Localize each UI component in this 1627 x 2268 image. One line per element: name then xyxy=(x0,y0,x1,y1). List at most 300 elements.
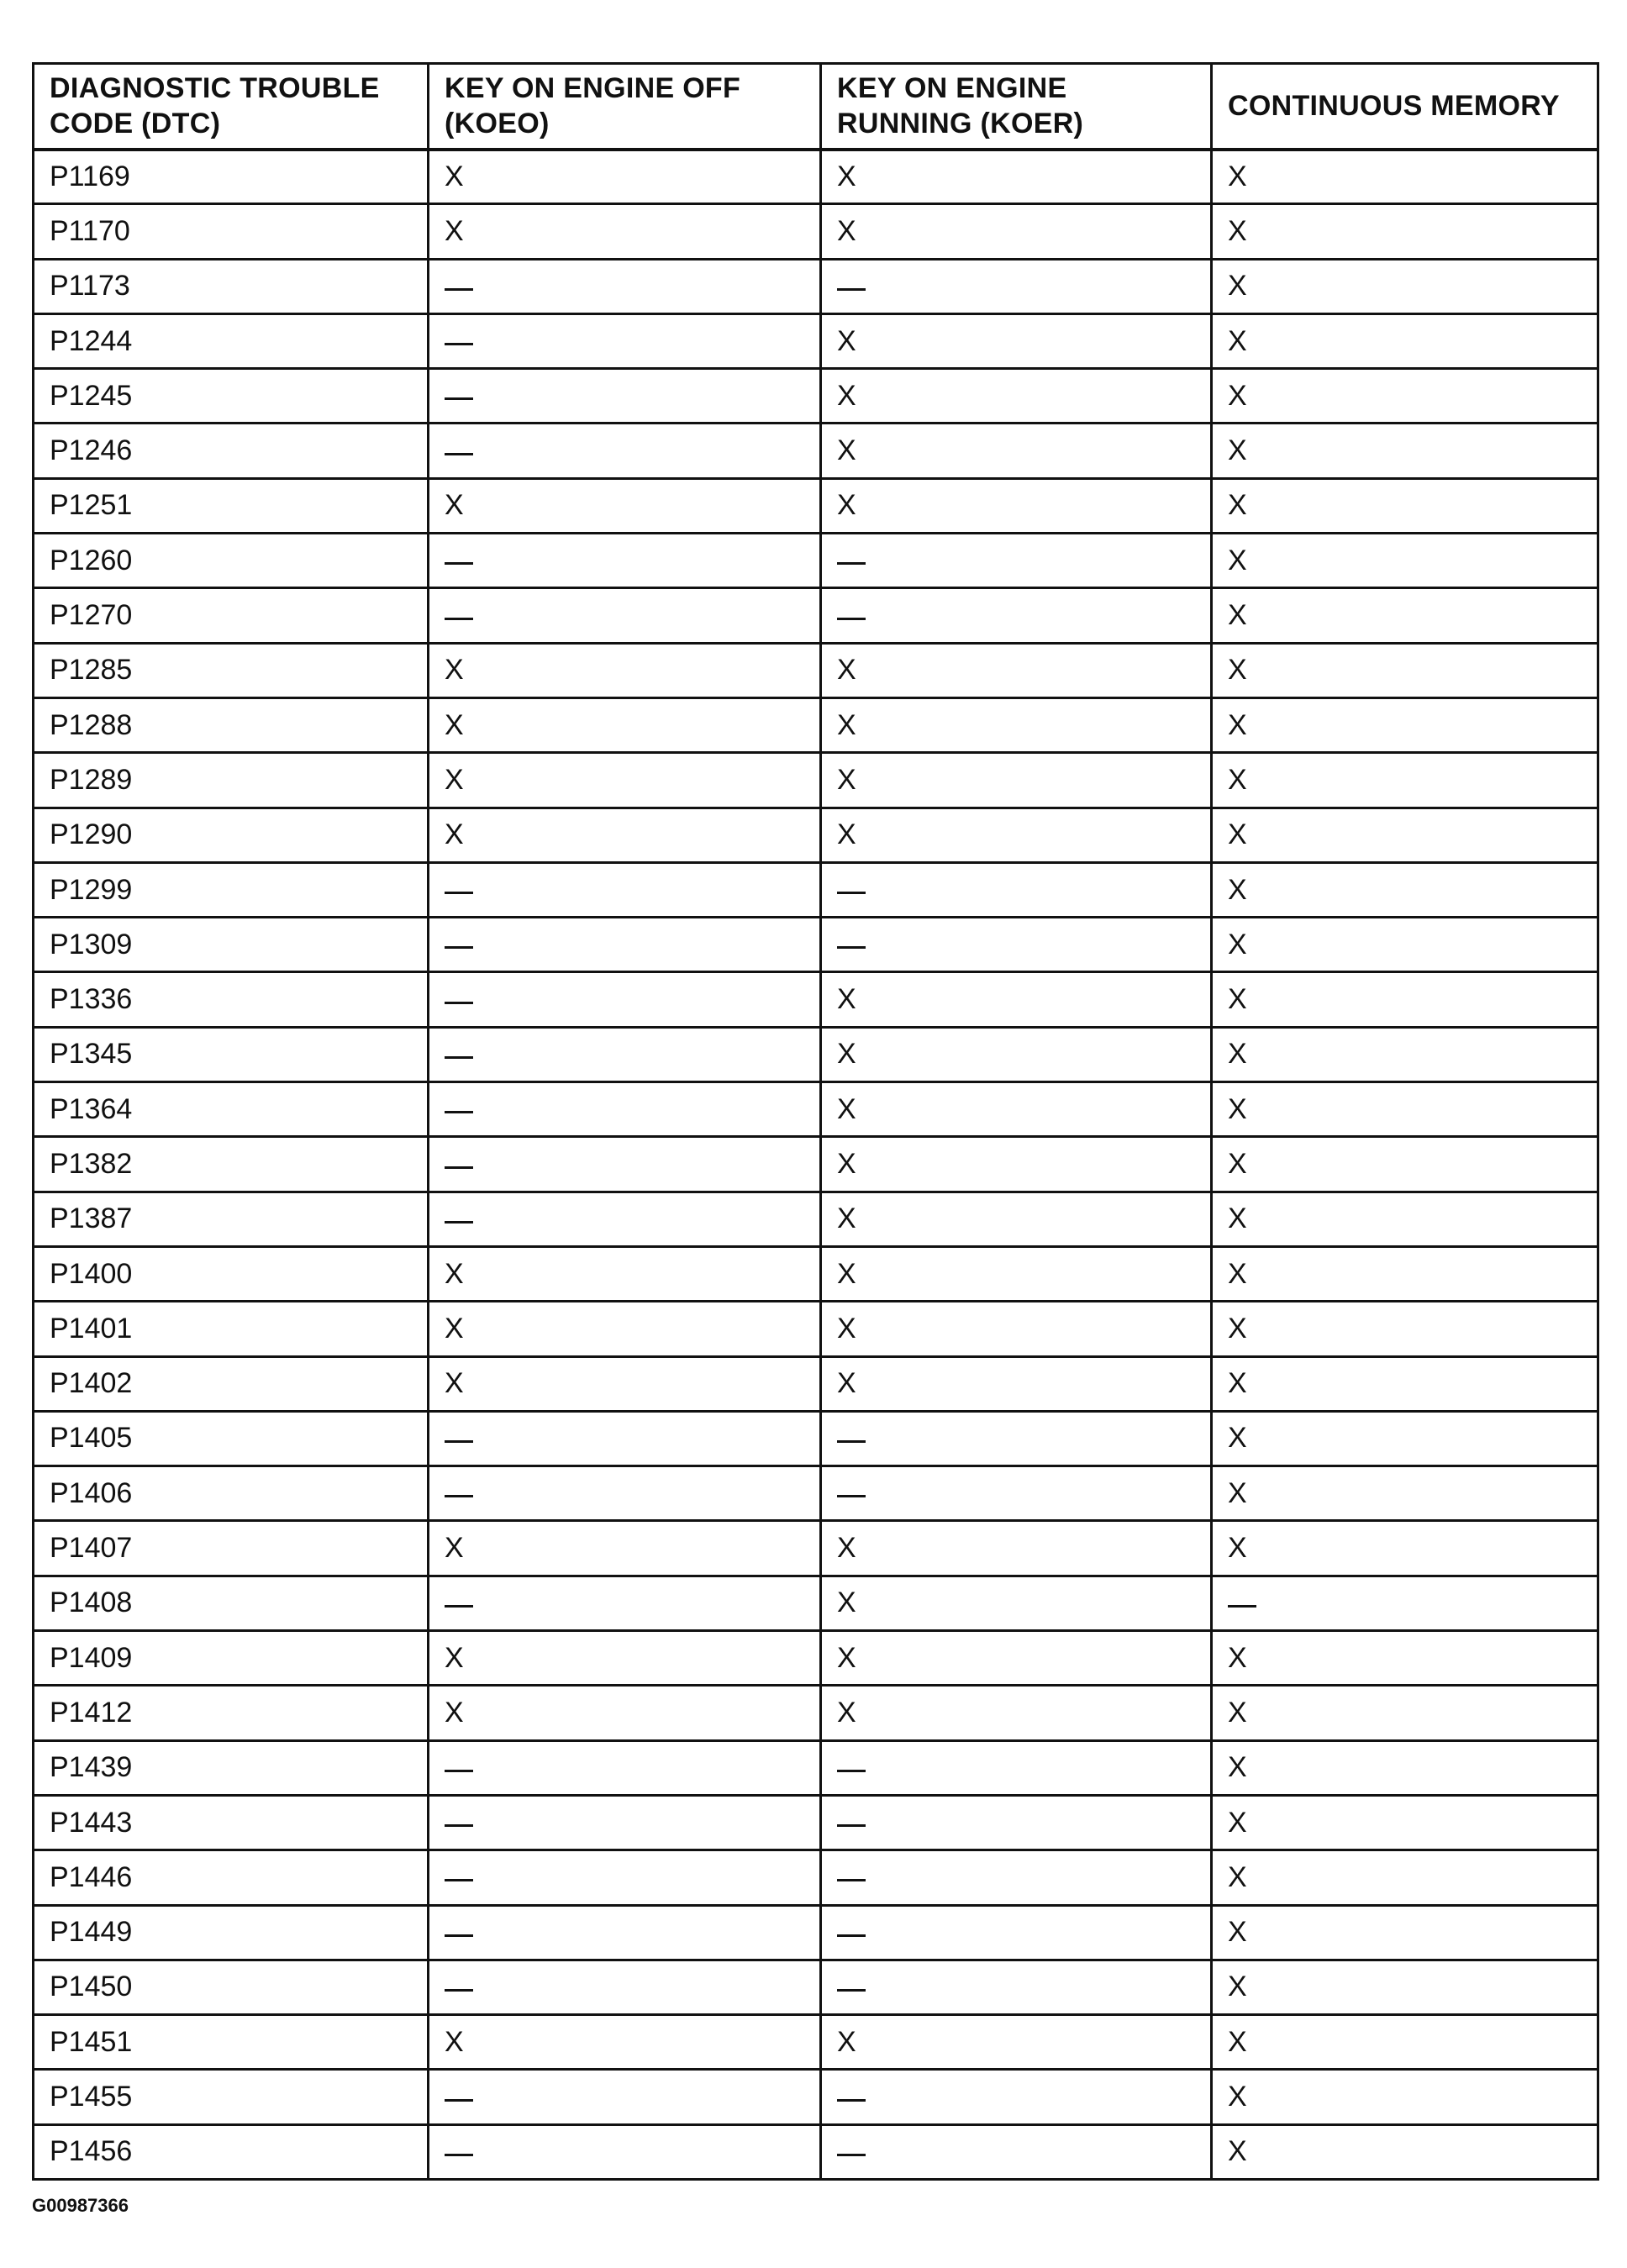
cell-memory xyxy=(1212,1521,1598,1576)
dash-mark xyxy=(837,892,866,894)
x-mark: X xyxy=(837,983,856,1016)
dtc-code: P1456 xyxy=(50,2135,133,2168)
cell-koer xyxy=(821,1686,1212,1740)
cell-koer xyxy=(821,972,1212,1027)
cell-koeo xyxy=(429,2070,821,2124)
dash-mark xyxy=(445,1221,473,1223)
x-mark: X xyxy=(1228,1038,1247,1071)
x-mark: X xyxy=(837,1038,856,1071)
x-mark: X xyxy=(445,1696,464,1729)
x-mark: X xyxy=(1228,2135,1247,2168)
dash-mark xyxy=(837,2154,866,2156)
dash-mark xyxy=(445,1056,473,1059)
dtc-code: P1364 xyxy=(50,1092,133,1125)
cell-koeo xyxy=(429,1795,821,1850)
cell-memory xyxy=(1212,1192,1598,1246)
cell-koeo xyxy=(429,2124,821,2179)
table-row xyxy=(34,1302,1598,1356)
table-row xyxy=(34,1850,1598,1905)
cell-code xyxy=(34,1740,429,1795)
table-row xyxy=(34,534,1598,588)
dash-mark xyxy=(837,1440,866,1443)
cell-koer xyxy=(821,2070,1212,2124)
x-mark: X xyxy=(445,489,464,522)
cell-koeo xyxy=(429,862,821,917)
x-mark: X xyxy=(837,489,856,522)
cell-memory xyxy=(1212,1795,1598,1850)
table-row xyxy=(34,697,1598,752)
cell-koer xyxy=(821,1960,1212,2014)
cell-memory xyxy=(1212,2124,1598,2179)
cell-memory xyxy=(1212,1137,1598,1192)
dash-mark xyxy=(445,1934,473,1937)
dtc-code: P1173 xyxy=(50,270,130,303)
dash-mark xyxy=(445,618,473,620)
x-mark: X xyxy=(1228,599,1247,632)
x-mark: X xyxy=(1228,214,1247,247)
cell-code xyxy=(34,808,429,862)
cell-memory xyxy=(1212,424,1598,478)
x-mark: X xyxy=(445,1532,464,1565)
cell-koer xyxy=(821,862,1212,917)
dtc-code: P1407 xyxy=(50,1532,133,1565)
cell-code xyxy=(34,534,429,588)
cell-code xyxy=(34,2124,429,2179)
cell-code xyxy=(34,1192,429,1246)
cell-code xyxy=(34,972,429,1027)
table-row xyxy=(34,918,1598,972)
cell-koer xyxy=(821,259,1212,313)
dash-mark xyxy=(445,562,473,565)
table-row xyxy=(34,1686,1598,1740)
x-mark: X xyxy=(1228,1367,1247,1400)
x-mark: X xyxy=(837,1092,856,1125)
cell-memory xyxy=(1212,1411,1598,1466)
cell-memory xyxy=(1212,259,1598,313)
dash-mark xyxy=(837,288,866,291)
cell-memory xyxy=(1212,1850,1598,1905)
dash-mark xyxy=(837,946,866,949)
cell-code xyxy=(34,1246,429,1301)
table-row xyxy=(34,478,1598,533)
cell-koeo xyxy=(429,1246,821,1301)
cell-koer xyxy=(821,1850,1212,1905)
cell-koer xyxy=(821,150,1212,204)
cell-koeo xyxy=(429,808,821,862)
cell-memory xyxy=(1212,1960,1598,2014)
cell-koeo xyxy=(429,1576,821,1630)
x-mark: X xyxy=(837,214,856,247)
cell-code xyxy=(34,918,429,972)
x-mark: X xyxy=(1228,1860,1247,1893)
x-mark: X xyxy=(837,1312,856,1344)
cell-code xyxy=(34,643,429,697)
cell-koeo xyxy=(429,313,821,368)
cell-memory xyxy=(1212,808,1598,862)
cell-koer xyxy=(821,424,1212,478)
table-row xyxy=(34,150,1598,204)
cell-koer xyxy=(821,313,1212,368)
dtc-code: P1336 xyxy=(50,983,133,1016)
dtc-code: P1409 xyxy=(50,1641,133,1674)
cell-code xyxy=(34,369,429,424)
cell-code xyxy=(34,1905,429,1960)
table-row xyxy=(34,2015,1598,2070)
header-dtc-line-1: DIAGNOSTIC TROUBLE xyxy=(50,72,380,105)
cell-memory xyxy=(1212,1246,1598,1301)
cell-code xyxy=(34,204,429,259)
cell-koer xyxy=(821,1466,1212,1521)
x-mark: X xyxy=(1228,983,1247,1016)
dash-mark xyxy=(837,1989,866,1992)
x-mark: X xyxy=(1228,818,1247,851)
x-mark: X xyxy=(1228,928,1247,960)
dash-mark xyxy=(837,2099,866,2102)
dtc-code: P1244 xyxy=(50,324,133,357)
table-row xyxy=(34,1631,1598,1686)
dtc-code: P1446 xyxy=(50,1860,133,1893)
cell-code xyxy=(34,753,429,808)
dtc-code: P1402 xyxy=(50,1367,133,1400)
x-mark: X xyxy=(1228,1312,1247,1344)
cell-code xyxy=(34,1576,429,1630)
dtc-code: P1285 xyxy=(50,654,133,687)
cell-koer xyxy=(821,369,1212,424)
cell-code xyxy=(34,1356,429,1411)
cell-koer xyxy=(821,1246,1212,1301)
x-mark: X xyxy=(445,1312,464,1344)
table-row xyxy=(34,1960,1598,2014)
x-mark: X xyxy=(445,1367,464,1400)
cell-code xyxy=(34,1302,429,1356)
dtc-code: P1345 xyxy=(50,1038,133,1071)
cell-koer xyxy=(821,478,1212,533)
table-row xyxy=(34,2070,1598,2124)
cell-koeo xyxy=(429,478,821,533)
x-mark: X xyxy=(1228,489,1247,522)
header-koer xyxy=(821,64,1212,150)
dash-mark xyxy=(445,1824,473,1827)
cell-koeo xyxy=(429,369,821,424)
dtc-code: P1309 xyxy=(50,928,133,960)
cell-code xyxy=(34,1027,429,1081)
table-row xyxy=(34,369,1598,424)
cell-memory xyxy=(1212,2015,1598,2070)
cell-koer xyxy=(821,2015,1212,2070)
x-mark: X xyxy=(1228,1641,1247,1674)
cell-koeo xyxy=(429,1137,821,1192)
cell-code xyxy=(34,478,429,533)
x-mark: X xyxy=(445,708,464,741)
table-row xyxy=(34,1027,1598,1081)
x-mark: X xyxy=(1228,1751,1247,1784)
cell-koeo xyxy=(429,918,821,972)
cell-memory xyxy=(1212,478,1598,533)
table-body xyxy=(34,150,1598,2180)
table-row xyxy=(34,1905,1598,1960)
figure-id: G00987366 xyxy=(32,2195,129,2216)
cell-memory xyxy=(1212,150,1598,204)
cell-koeo xyxy=(429,697,821,752)
x-mark: X xyxy=(445,763,464,796)
cell-koeo xyxy=(429,1631,821,1686)
x-mark: X xyxy=(1228,160,1247,192)
dash-mark xyxy=(837,1879,866,1881)
x-mark: X xyxy=(837,324,856,357)
cell-code xyxy=(34,1411,429,1466)
cell-koer xyxy=(821,1795,1212,1850)
dash-mark xyxy=(837,562,866,565)
dash-mark xyxy=(445,1879,473,1881)
cell-memory xyxy=(1212,313,1598,368)
dtc-code: P1251 xyxy=(50,489,133,522)
dash-mark xyxy=(1228,1605,1256,1608)
dtc-code: P1455 xyxy=(50,2081,133,2113)
table-row xyxy=(34,1356,1598,1411)
cell-koeo xyxy=(429,1302,821,1356)
cell-memory xyxy=(1212,972,1598,1027)
dash-mark xyxy=(445,2099,473,2102)
x-mark: X xyxy=(837,708,856,741)
table-row xyxy=(34,1246,1598,1301)
dash-mark xyxy=(445,288,473,291)
table-row xyxy=(34,1411,1598,1466)
x-mark: X xyxy=(1228,270,1247,303)
dtc-code: P1408 xyxy=(50,1587,133,1619)
dtc-code: P1289 xyxy=(50,763,133,796)
x-mark: X xyxy=(837,1532,856,1565)
dash-mark xyxy=(445,1440,473,1443)
dtc-code: P1405 xyxy=(50,1422,133,1455)
cell-koer xyxy=(821,204,1212,259)
x-mark: X xyxy=(445,818,464,851)
cell-koeo xyxy=(429,588,821,643)
cell-koeo xyxy=(429,150,821,204)
x-mark: X xyxy=(445,654,464,687)
dtc-code: P1443 xyxy=(50,1806,133,1839)
cell-koeo xyxy=(429,1466,821,1521)
cell-memory xyxy=(1212,204,1598,259)
cell-koer xyxy=(821,1740,1212,1795)
table-row xyxy=(34,424,1598,478)
cell-code xyxy=(34,1795,429,1850)
cell-koeo xyxy=(429,1356,821,1411)
header-dtc-line-2: CODE (DTC) xyxy=(50,108,221,140)
x-mark: X xyxy=(445,1257,464,1290)
dash-mark xyxy=(837,1934,866,1937)
dtc-code: P1400 xyxy=(50,1257,133,1290)
cell-koer xyxy=(821,1082,1212,1137)
dtc-code: P1439 xyxy=(50,1751,133,1784)
header-koer-line-1: KEY ON ENGINE xyxy=(837,72,1067,105)
header-dtc xyxy=(34,64,429,150)
cell-memory xyxy=(1212,588,1598,643)
cell-koeo xyxy=(429,1027,821,1081)
dtc-code: P1246 xyxy=(50,434,133,467)
cell-koeo xyxy=(429,259,821,313)
cell-code xyxy=(34,1082,429,1137)
x-mark: X xyxy=(837,1202,856,1235)
cell-memory xyxy=(1212,1631,1598,1686)
table-row xyxy=(34,1192,1598,1246)
x-mark: X xyxy=(1228,1806,1247,1839)
table-row xyxy=(34,862,1598,917)
x-mark: X xyxy=(837,654,856,687)
cell-code xyxy=(34,1137,429,1192)
cell-koer xyxy=(821,1027,1212,1081)
x-mark: X xyxy=(445,160,464,192)
cell-koeo xyxy=(429,1905,821,1960)
table-row xyxy=(34,588,1598,643)
x-mark: X xyxy=(837,818,856,851)
dash-mark xyxy=(445,892,473,894)
x-mark: X xyxy=(1228,1202,1247,1235)
cell-koeo xyxy=(429,1686,821,1740)
cell-koeo xyxy=(429,1521,821,1576)
cell-memory xyxy=(1212,1302,1598,1356)
cell-memory xyxy=(1212,862,1598,917)
cell-koer xyxy=(821,1905,1212,1960)
x-mark: X xyxy=(1228,544,1247,576)
cell-memory xyxy=(1212,643,1598,697)
cell-code xyxy=(34,862,429,917)
x-mark: X xyxy=(837,160,856,192)
dash-mark xyxy=(445,1166,473,1169)
cell-code xyxy=(34,1686,429,1740)
table-row xyxy=(34,204,1598,259)
dtc-code: P1412 xyxy=(50,1696,133,1729)
cell-koer xyxy=(821,1356,1212,1411)
dash-mark xyxy=(445,453,473,455)
cell-koer xyxy=(821,1192,1212,1246)
x-mark: X xyxy=(1228,1696,1247,1729)
cell-koeo xyxy=(429,1850,821,1905)
x-mark: X xyxy=(837,1147,856,1180)
cell-code xyxy=(34,1960,429,2014)
cell-memory xyxy=(1212,1027,1598,1081)
cell-memory xyxy=(1212,1576,1598,1630)
cell-koer xyxy=(821,1137,1212,1192)
dtc-code: P1449 xyxy=(50,1916,133,1949)
cell-memory xyxy=(1212,2070,1598,2124)
table-row xyxy=(34,1521,1598,1576)
cell-koer xyxy=(821,1411,1212,1466)
cell-koer xyxy=(821,588,1212,643)
cell-koeo xyxy=(429,1740,821,1795)
x-mark: X xyxy=(445,1641,464,1674)
x-mark: X xyxy=(837,2025,856,2058)
header-continuous-memory xyxy=(1212,64,1598,150)
dash-mark xyxy=(445,2154,473,2156)
x-mark: X xyxy=(837,1367,856,1400)
cell-koeo xyxy=(429,643,821,697)
dash-mark xyxy=(445,397,473,400)
dash-mark xyxy=(837,1824,866,1827)
dtc-code: P1270 xyxy=(50,599,133,632)
cell-koeo xyxy=(429,1960,821,2014)
cell-koeo xyxy=(429,204,821,259)
cell-koeo xyxy=(429,1082,821,1137)
x-mark: X xyxy=(1228,324,1247,357)
table-row xyxy=(34,1576,1598,1630)
dash-mark xyxy=(837,618,866,620)
x-mark: X xyxy=(837,1696,856,1729)
cell-koeo xyxy=(429,972,821,1027)
x-mark: X xyxy=(1228,434,1247,467)
table-row xyxy=(34,972,1598,1027)
x-mark: X xyxy=(1228,1916,1247,1949)
dtc-code: P1169 xyxy=(50,160,130,192)
dtc-code: P1401 xyxy=(50,1312,133,1344)
cell-code xyxy=(34,2015,429,2070)
table-row xyxy=(34,1740,1598,1795)
dtc-code: P1450 xyxy=(50,1971,133,2003)
dtc-table xyxy=(32,62,1599,2181)
cell-memory xyxy=(1212,753,1598,808)
cell-memory xyxy=(1212,369,1598,424)
cell-koeo xyxy=(429,1192,821,1246)
cell-memory xyxy=(1212,918,1598,972)
table-row xyxy=(34,2124,1598,2179)
cell-koeo xyxy=(429,753,821,808)
x-mark: X xyxy=(837,1587,856,1619)
table-row xyxy=(34,259,1598,313)
header-koeo-line-2: (KOEO) xyxy=(445,108,550,140)
x-mark: X xyxy=(1228,379,1247,412)
x-mark: X xyxy=(445,214,464,247)
dash-mark xyxy=(445,1989,473,1992)
cell-code xyxy=(34,424,429,478)
dtc-code: P1260 xyxy=(50,544,133,576)
x-mark: X xyxy=(1228,2025,1247,2058)
dash-mark xyxy=(445,343,473,345)
dtc-code: P1406 xyxy=(50,1476,133,1509)
x-mark: X xyxy=(837,1257,856,1290)
dash-mark xyxy=(445,1770,473,1772)
table-row xyxy=(34,1082,1598,1137)
table-row xyxy=(34,1795,1598,1850)
dash-mark xyxy=(445,1002,473,1004)
header-koeo xyxy=(429,64,821,150)
cell-memory xyxy=(1212,1740,1598,1795)
table-row xyxy=(34,808,1598,862)
cell-koer xyxy=(821,918,1212,972)
x-mark: X xyxy=(1228,2081,1247,2113)
x-mark: X xyxy=(837,434,856,467)
cell-koer xyxy=(821,1521,1212,1576)
cell-koer xyxy=(821,697,1212,752)
dtc-code: P1299 xyxy=(50,873,133,906)
dtc-code: P1170 xyxy=(50,214,130,247)
cell-koer xyxy=(821,534,1212,588)
x-mark: X xyxy=(445,2025,464,2058)
header-koeo-line-1: KEY ON ENGINE OFF xyxy=(445,72,741,105)
cell-koeo xyxy=(429,1411,821,1466)
cell-koer xyxy=(821,1631,1212,1686)
cell-code xyxy=(34,1850,429,1905)
dtc-code: P1290 xyxy=(50,818,133,851)
cell-koer xyxy=(821,1302,1212,1356)
cell-koeo xyxy=(429,534,821,588)
cell-code xyxy=(34,259,429,313)
table-row xyxy=(34,313,1598,368)
cell-koeo xyxy=(429,2015,821,2070)
table-row xyxy=(34,1137,1598,1192)
cell-memory xyxy=(1212,1686,1598,1740)
cell-code xyxy=(34,1466,429,1521)
x-mark: X xyxy=(1228,1476,1247,1509)
table-row xyxy=(34,1466,1598,1521)
